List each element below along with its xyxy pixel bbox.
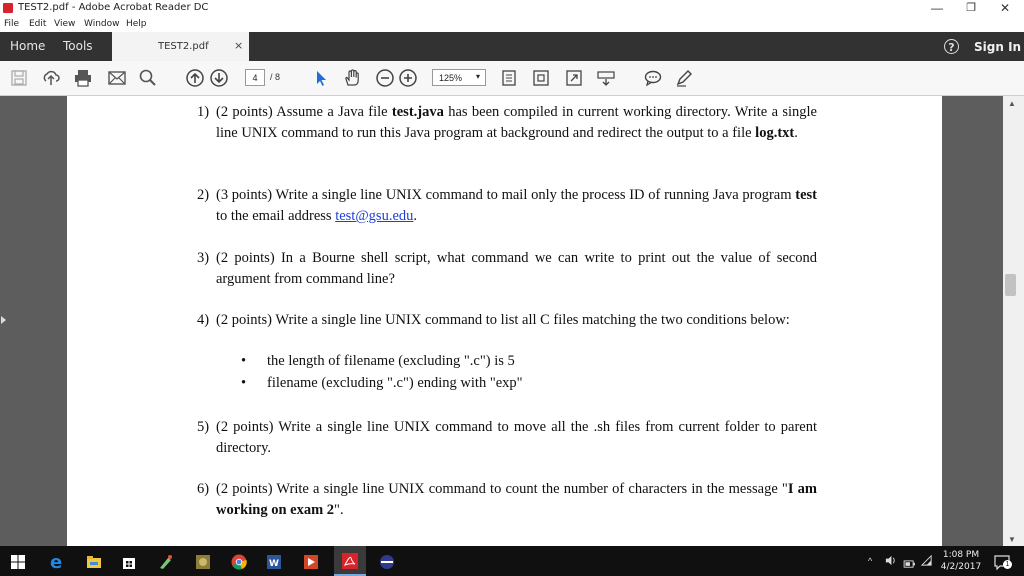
page-number-input[interactable]: 4 [245,69,265,86]
next-page-icon[interactable] [209,68,229,88]
windows-start-icon[interactable] [10,554,26,570]
menu-file[interactable]: File [4,19,20,29]
bold-term: log.txt [755,125,795,141]
question-2 [197,185,817,227]
page-total: / 8 [270,72,281,82]
tab-document[interactable] [112,32,249,61]
search-icon[interactable] [138,68,158,88]
list-item-text: filename (excluding ".c") ending with "exp" [267,375,523,391]
keyboard-icon[interactable] [596,68,616,88]
acrobat-icon [342,553,358,569]
bold-term: I am working on exam 2 [216,481,817,518]
zoom-value: 125% [439,73,463,83]
volume-icon[interactable] [884,554,897,572]
wifi-icon[interactable] [920,554,933,572]
paint-icon[interactable] [158,554,174,570]
clock-time: 1:08 PM [942,550,980,560]
close-button[interactable]: ✕ [999,1,1011,15]
question-number: 6) [197,481,210,497]
email-link[interactable]: test@gsu.edu [335,208,414,224]
question-text: (2 points) Write a single line UNIX command to list all C files matching the two conditions below: [216,312,790,328]
zoom-in-icon[interactable] [398,68,418,88]
zoom-select[interactable] [432,69,486,86]
edge-browser-icon[interactable] [49,552,67,570]
battery-icon[interactable] [903,556,916,574]
rotate-view-icon[interactable] [531,68,551,88]
question-text: (2 points) Write a single line UNIX command to move all the .sh files from current folder to parent directory. [216,419,817,456]
left-pane-toggle-icon[interactable] [1,316,6,324]
scroll-up-icon[interactable]: ▲ [1008,99,1016,108]
window-title: TEST2.pdf - Adobe Acrobat Reader DC [18,2,209,13]
question-6 [197,479,817,521]
chevron-up-icon[interactable]: ^ [868,556,873,566]
store-icon[interactable] [121,554,137,570]
full-screen-icon[interactable] [564,68,584,88]
menu-view[interactable]: View [54,19,76,29]
previous-page-icon[interactable] [185,68,205,88]
comment-icon[interactable] [643,68,663,88]
chrome-icon[interactable] [231,554,247,570]
acrobat-app-icon [3,3,13,13]
toolbar [0,61,1024,96]
tab-close-icon[interactable]: × [234,39,244,52]
question-number: 2) [197,187,210,203]
menu-help[interactable]: Help [126,19,147,29]
question-3 [197,248,817,290]
minimize-button[interactable]: — [931,1,943,15]
word-icon[interactable] [266,554,282,570]
help-icon[interactable]: ? [944,39,959,54]
question-number: 3) [197,250,210,266]
title-bar [0,0,1024,17]
app-icon[interactable] [379,554,395,570]
question-number: 5) [197,419,210,435]
question-text: (2 points) Write a single line UNIX command to count the number of characters in the message " [216,481,788,497]
question-text: . [413,208,418,224]
question-text: has been compiled in current working directory. Write a single line UNIX command to run this Java program at background and redirect the output to a file [216,104,817,141]
hand-tool-icon[interactable] [342,68,362,88]
question-1 [197,102,817,144]
notification-count-badge: 1 [1003,560,1012,569]
menu-window[interactable]: Window [84,19,120,29]
print-icon[interactable] [73,68,93,88]
bullet: • [241,353,247,369]
select-cursor-icon[interactable] [311,68,331,88]
question-text: ". [334,502,344,518]
question-text: (2 points) In a Bourne shell script, what command we can write to print out the value of second argument from command line? [216,250,817,287]
question-4 [197,310,817,331]
question-text: . [794,125,798,141]
clock-date: 4/2/2017 [940,562,982,572]
menu-bar [0,17,1024,32]
question-5 [197,417,817,459]
email-icon[interactable] [107,68,127,88]
question-number: 1) [197,104,210,120]
file-explorer-icon[interactable] [86,554,102,570]
zoom-out-icon[interactable] [375,68,395,88]
app-icon[interactable] [195,554,211,570]
powerpoint-icon[interactable] [303,554,319,570]
svg-text:W: W [269,559,279,569]
sign-in-link[interactable]: Sign In [974,40,1022,54]
tab-tools[interactable]: Tools [63,39,93,53]
scroll-down-icon[interactable]: ▼ [1008,535,1016,544]
question-text: to the email address [216,208,336,224]
acrobat-taskbar-button[interactable] [334,546,366,576]
menu-edit[interactable]: Edit [29,19,47,29]
tab-document-label: TEST2.pdf [158,41,209,52]
bold-term: test [795,187,817,203]
save-icon[interactable] [9,68,29,88]
tab-bar [0,32,1024,61]
question-text: (3 points) Write a single line UNIX command to mail only the process ID of running Java program [216,187,796,203]
notification-icon[interactable] [994,554,1010,575]
bold-term: test.java [391,104,444,120]
chevron-down-icon: ▾ [475,72,480,81]
tab-home[interactable]: Home [10,39,46,53]
vertical-scrollbar[interactable] [1003,96,1024,546]
restore-button[interactable]: ❐ [966,2,976,14]
pen-icon[interactable] [674,68,694,88]
fit-page-icon[interactable] [499,68,519,88]
svg-text:e: e [50,552,63,570]
system-clock[interactable] [936,549,986,573]
question-number: 4) [197,312,210,328]
list-item-text: the length of filename (excluding ".c") is 5 [267,353,515,369]
taskbar [0,546,1024,576]
scrollbar-thumb[interactable] [1005,274,1016,296]
upload-cloud-icon[interactable] [41,68,61,88]
bullet: • [241,375,247,391]
question-text: (2 points) Assume a Java file [216,104,392,120]
